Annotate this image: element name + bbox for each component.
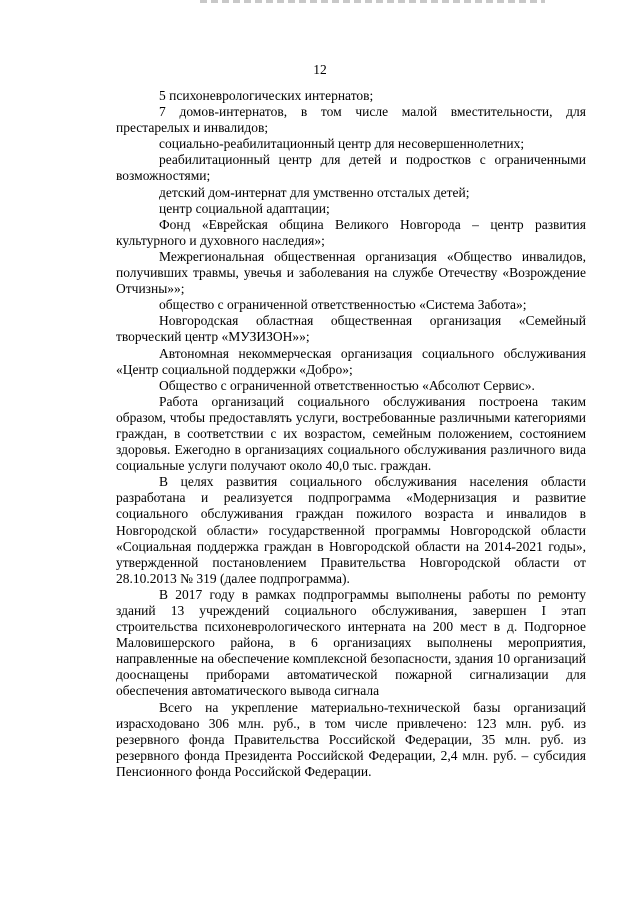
paragraph-3: социально-реабилитационный центр для несовершеннолетних; (159, 136, 525, 152)
paragraph-2: 7 домов-интернатов, в том числе малой вместительности, для престарелых и инвалидов; (116, 104, 586, 136)
paragraph-15: В 2017 году в рамках подпрограммы выполнены работы по ремонту зданий 13 учреждений социального обслуживания, завершен I этап строительства психоневрологического интерната на 200 мест в д. Подгорное Маловишерского района, в 6 организациях выполнены мероприятия, направленные на обеспечение комплексной безопасности, здания 10 организаций дооснащены приборами автоматической пожарной сигнализации для обеспечения автоматического вывода сигнала (116, 586, 586, 699)
page-number: 12 (313, 62, 327, 77)
paragraph-12: Общество с ограниченной ответственностью «Абсолют Сервис». (159, 377, 535, 393)
document-body (116, 88, 586, 780)
paragraph-8: Межрегиональная общественная организация «Общество инвалидов, получивших травмы, увечья и заболевания на службе Отечеству «Возрождение Отчизны»»; (116, 248, 586, 297)
paragraph-9: общество с ограниченной ответственностью «Система Забота»; (159, 297, 527, 313)
paragraph-13: Работа организаций социального обслуживания построена таким образом, чтобы предоставлять услуги, востребованные различными категориями граждан, в соответствии с их возрастом, семейным положением, состоянием здоровья. Ежегодно в организациях социального обслуживания различного вида социальные услуги получают около 40,0 тыс. граждан. (116, 393, 586, 474)
paragraph-6: центр социальной адаптации; (159, 200, 330, 216)
paragraph-5: детский дом-интернат для умственно отсталых детей; (159, 184, 470, 200)
scan-top-edge (200, 0, 545, 3)
paragraph-14: В целях развития социального обслуживания населения области разработана и реализуется подпрограмма «Модернизация и развитие социального обслуживания граждан пожилого возраста и инвалидов в Новгородской области» государственной программы Новгородской области «Социальная поддержка граждан в Новгородской области на 2014-2021 годы», утвержденной постановлением Правительства Новгородской области от 28.10.2013 № 319 (далее подпрограмма). (116, 474, 586, 586)
paragraph-4: реабилитационный центр для детей и подростков с ограниченными возможностями; (116, 152, 586, 184)
paragraph-10: Новгородская областная общественная организация «Семейный творческий центр «МУЗИЗОН»»; (116, 313, 586, 345)
paragraph-1: 5 психоневрологических интернатов; (159, 88, 374, 103)
paragraph-11: Автономная некоммерческая организация социального обслуживания «Центр социальной поддержки «Добро»; (116, 345, 586, 377)
paragraph-16: Всего на укрепление материально-технической базы организаций израсходовано 306 млн. руб., в том числе привлечено: 123 млн. руб. из резервного фонда Правительства Российской Федерации, 35 млн. руб. из резервного фонда Президента Российской Федерации, 2,4 млн. руб. – субсидия Пенсионного фонда Российской Федерации. (116, 699, 586, 779)
paragraph-7: Фонд «Еврейская община Великого Новгорода – центр развития культурного и духовного наследия»; (116, 216, 586, 248)
